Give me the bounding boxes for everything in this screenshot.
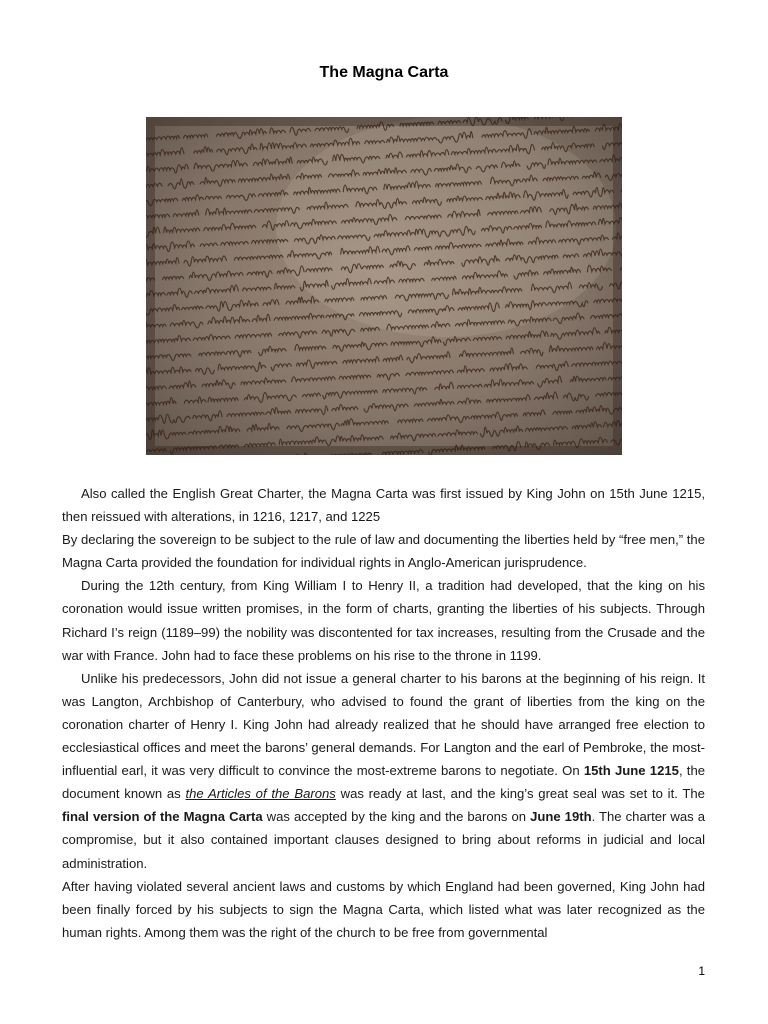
document-title: The Magna Carta [319, 64, 449, 81]
bold-text: 15th June 1215 [583, 763, 679, 779]
text-run: By declaring the sovereign to be subject to the rule of law and documenting the liberties held by “free men,” the Magna Carta provided the foundation for individual rights in Anglo-American jurisprudence. [62, 532, 705, 571]
page-number: 1 [698, 964, 705, 978]
text-run: Also called the English Great Charter, the Magna Carta was first issued by King John on 15th June 1215, then reissued with alterations, in 1216, 1217, and 1225 [62, 486, 705, 525]
text-run: was accepted by the king and the barons on [262, 809, 531, 825]
paragraph [62, 667, 705, 875]
paragraph [62, 482, 705, 528]
manuscript-image [146, 117, 622, 455]
bold-text: final version of the Magna Carta [62, 809, 263, 825]
text-run: Unlike his predecessors, John did not issue a general charter to his barons at the beginning of his reign. It was Langton, Archbishop of Canterbury, who advised to found the grant of liberties from the king on the coronation charter of Henry I. King John had already realized that he should have arranged free election to ecclesiastical offices and meet the barons’ general demands. For Langton and the earl of Pembroke, the most-influential earl, it was very difficult to convince the most-extreme barons to negotiate. On [62, 670, 705, 779]
paragraph [62, 528, 705, 574]
manuscript-handwriting-icon [146, 117, 622, 455]
text-run: , the document known as [62, 763, 706, 802]
articles-link[interactable]: the Articles of the Barons [185, 786, 336, 802]
bold-text: June 19th [530, 809, 592, 825]
text-run: During the 12th century, from King William I to Henry II, a tradition had developed, that the king on his coronation would issue written promises, in the form of charts, granting the liberties of his subjects. Through Richard I’s reign (1189–99) the nobility was discontented for tax increases, resulting from the Crusade and the war with France. John had to face these problems on his rise to the throne in 1199. [62, 578, 705, 663]
text-run: After having violated several ancient laws and customs by which England had been governed, King John had been finally forced by his subjects to sign the Magna Carta, which listed what was later recognized as the human rights. Among them was the right of the church to be free from governmental [62, 878, 705, 940]
paragraph [62, 875, 705, 944]
text-run: . The charter was a compromise, but it also contained important clauses designed to bring about reforms in judicial and local administration. [62, 809, 706, 871]
document-body [62, 482, 705, 944]
text-run: was ready at last, and the king’s great seal was set to it. The [335, 786, 705, 802]
paragraph [62, 574, 705, 666]
